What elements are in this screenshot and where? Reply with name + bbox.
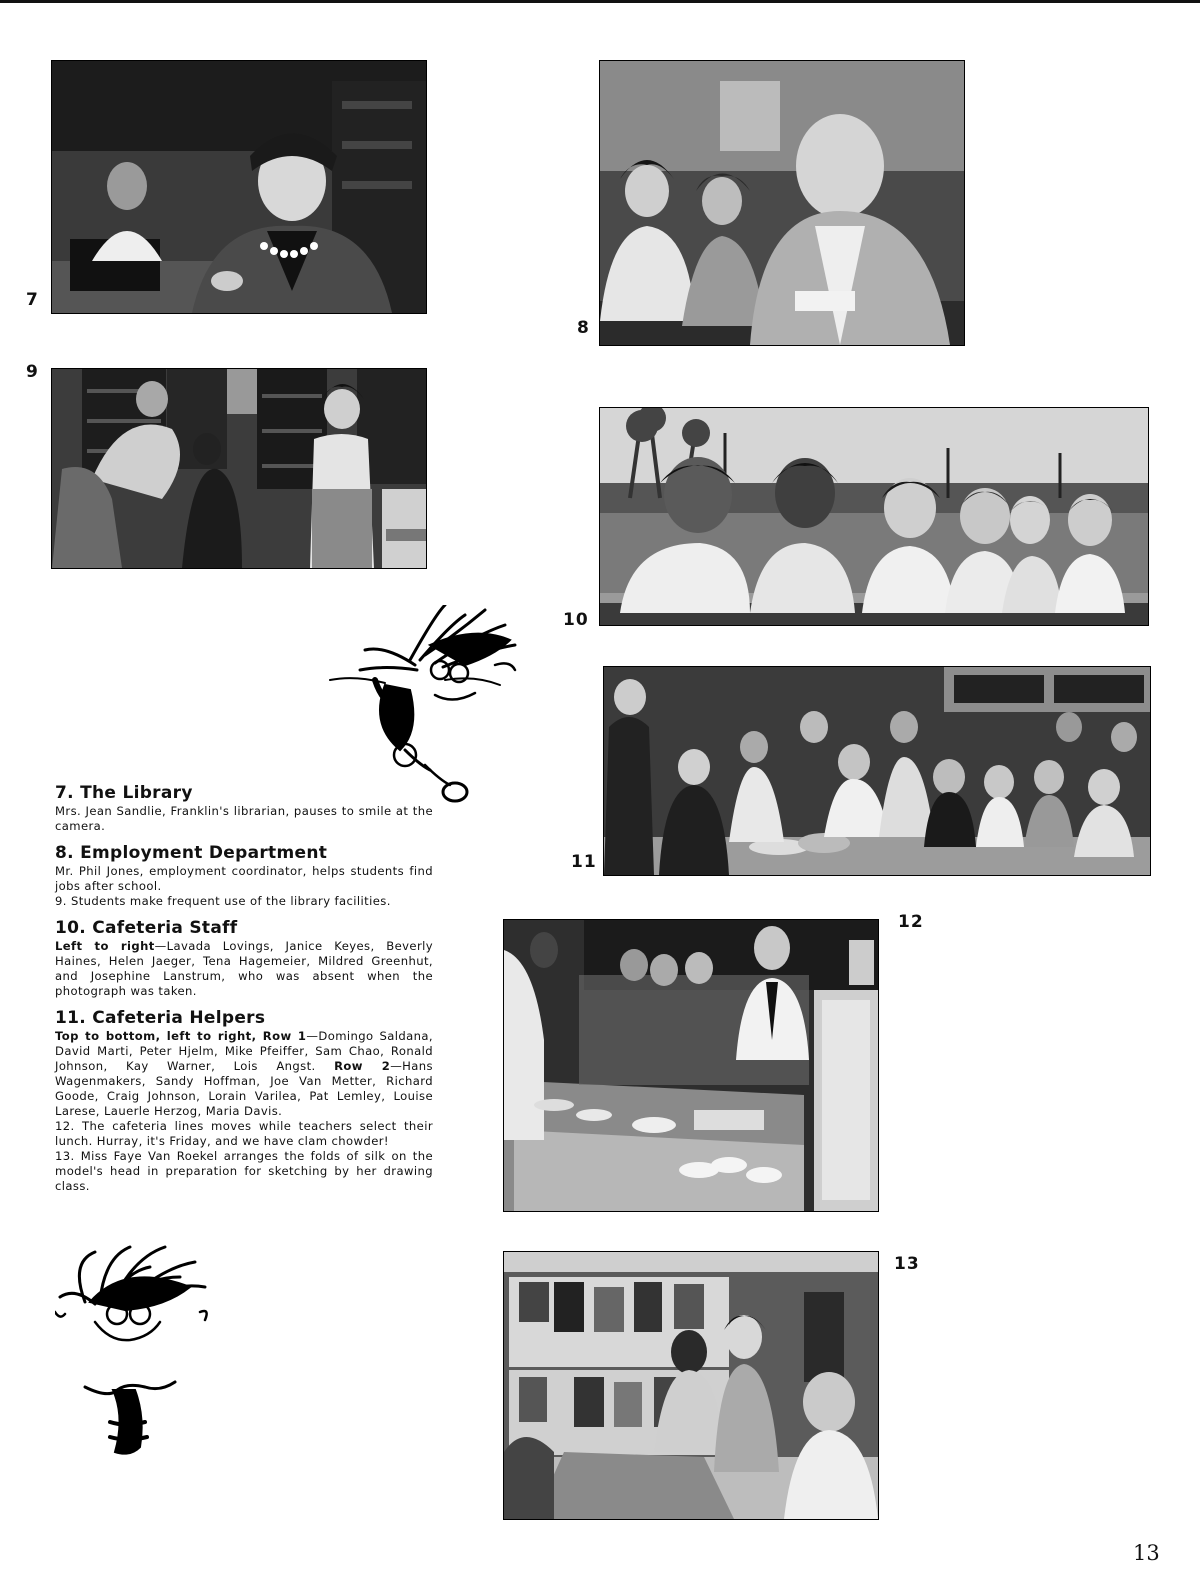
- photo-number-11: 11: [571, 852, 597, 872]
- caption-11-heading: 11. Cafeteria Helpers: [55, 1008, 266, 1028]
- photo-number-13: 13: [894, 1254, 920, 1274]
- caption-8-heading: 8. Employment Department: [55, 843, 328, 863]
- caption-7-heading: 7. The Library: [55, 783, 193, 803]
- caption-11-lead-row2: Row 2: [334, 1059, 391, 1073]
- caption-11-text-row2: —Hans Wagenmakers, Sandy Hoffman, Joe Van Metter, Richard Goode, Craig Johnson, Lorain Varilea, Pat Lemley, Louise Larese, Lauerle Herzog, Maria Davis.: [55, 1059, 433, 1118]
- photo-13-drawing-class: [503, 1251, 879, 1520]
- cartoon-spoon-doodle: [325, 605, 540, 805]
- caption-block: [55, 783, 433, 1194]
- photo-number-12: 12: [898, 912, 924, 932]
- photo-number-8: 8: [577, 318, 590, 338]
- photo-12-cafeteria-line: [503, 919, 879, 1212]
- caption-10-heading: 10. Cafeteria Staff: [55, 918, 238, 938]
- caption-10-text: —Lavada Lovings, Janice Keyes, Beverly Haines, Helen Jaeger, Tena Hagemeier, Mildred Greenhut, and Josephine Lanstrum, who was absent when the photograph was taken.: [55, 939, 433, 998]
- caption-11-lead-row1: Top to bottom, left to right, Row 1: [55, 1029, 307, 1043]
- caption-12-text: 12. The cafeteria lines moves while teachers select their lunch. Hurray, it's Friday, and we have clam chowder!: [55, 1119, 433, 1148]
- photo-8-employment: [599, 60, 965, 346]
- caption-11-text-row1: —Domingo Saldana, David Marti, Peter Hjelm, Mike Pfeiffer, Sam Chao, Ronald Johnson, Kay Warner, Lois Angst.: [55, 1029, 434, 1073]
- caption-7-text: Mrs. Jean Sandlie, Franklin's librarian, pauses to smile at the camera.: [55, 804, 433, 833]
- caption-11-paragraph: [55, 1029, 433, 1119]
- page-number: 13: [1133, 1541, 1160, 1565]
- photo-7-library: [51, 60, 427, 314]
- photo-number-9: 9: [26, 362, 39, 382]
- photo-10-cafeteria-staff: [599, 407, 1149, 626]
- top-rule: [0, 0, 1200, 3]
- caption-13-text: 13. Miss Faye Van Roekel arranges the folds of silk on the model's head in preparation for sketching by her drawing class.: [55, 1149, 433, 1193]
- caption-9-text: 9. Students make frequent use of the library facilities.: [55, 894, 391, 908]
- caption-8-text: Mr. Phil Jones, employment coordinator, helps students find jobs after school.: [55, 864, 433, 893]
- photo-number-7: 7: [26, 290, 39, 310]
- photo-9-library-students: [51, 368, 427, 569]
- caption-10-lead: Left to right: [55, 939, 155, 953]
- photo-number-10: 10: [563, 610, 589, 630]
- cartoon-face-doodle: [55, 1242, 225, 1462]
- caption-10-paragraph: [55, 939, 433, 999]
- photo-11-cafeteria-helpers: [603, 666, 1151, 876]
